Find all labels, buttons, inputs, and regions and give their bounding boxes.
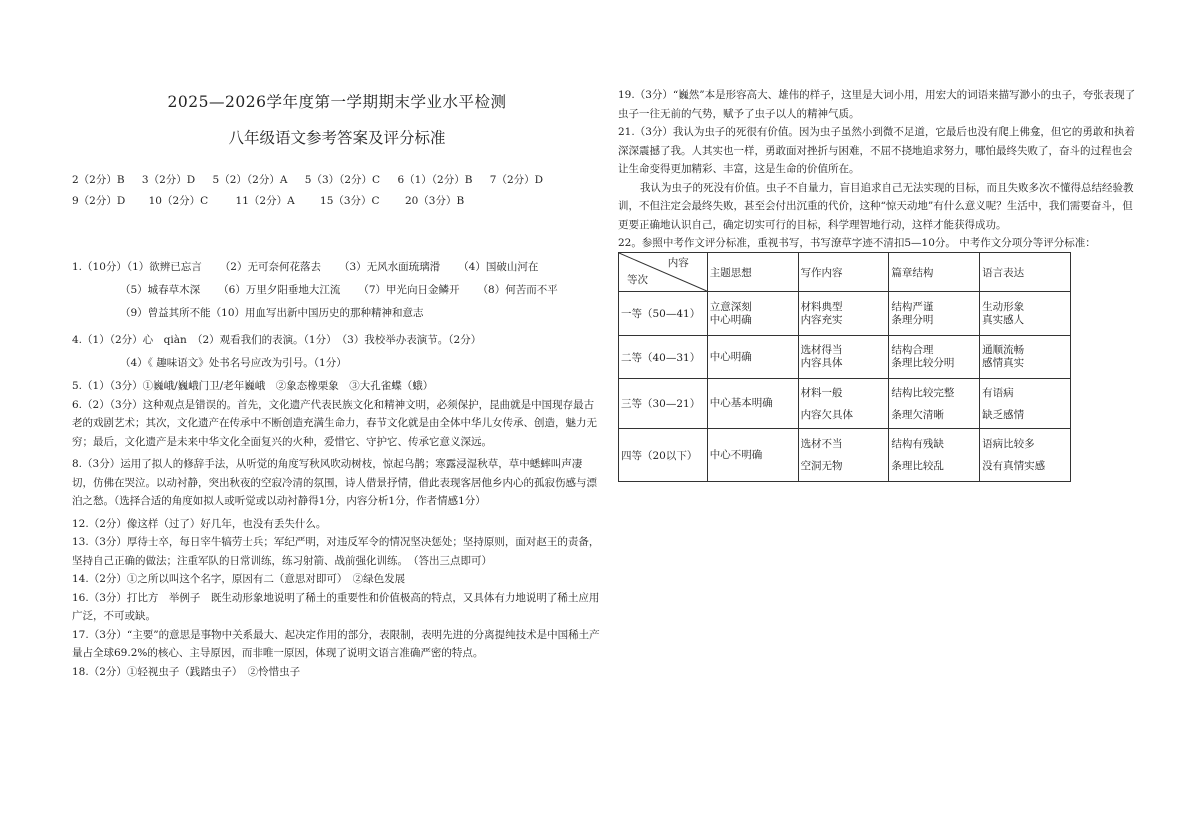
- mc-answer: 20（3分）B: [404, 195, 465, 207]
- q14-answer: 14.（2分）①之所以叫这个名字，原因有二（意思对即可） ②绿色发展: [72, 573, 406, 585]
- q17-answer: 17.（3分）“主要”的意思是事物中关系最大、起决定作用的部分，表限制，表明先进的分离提纯技术是中国稀土产量占全球69.2%的核心、主导原因，而非唯一原因，体现了说明文语言准确严密的特点。: [72, 628, 600, 659]
- mc-answer: 10（2分）C: [148, 195, 209, 207]
- table-level-cell: 四等（20以下）: [619, 429, 708, 482]
- q4-answer-line-1: 4.（1）（2分）心 qiàn （2）观看我们的表演。（1分） （3）我校举办表演节。（2分）: [72, 334, 482, 346]
- q1-item: （6）万里夕阳垂地大江流: [218, 284, 341, 296]
- right-column: [618, 86, 1138, 253]
- q12-answer: 12.（2分）像这样（过了）好几年，也没有丢失什么。: [72, 517, 327, 530]
- q1-answer-line-3: （9）曾益其所不能（10）用血写出新中国历史的那种精神和意志: [120, 307, 424, 319]
- table-header-cell: 写作内容: [798, 253, 889, 292]
- table-cell: 结构合理 条理比较分明: [889, 336, 980, 379]
- table-row: [619, 379, 1071, 429]
- mc-answer: 11（2分）A: [235, 195, 295, 207]
- table-level-cell: 二等（40—31）: [619, 336, 708, 379]
- table-cell: 结构比较完整 条理欠清晰: [889, 379, 980, 429]
- q1-item: （2）无可奈何花落去: [219, 261, 321, 273]
- corner-label-content: 内容: [667, 257, 689, 269]
- table-cell: 材料典型 内容充实: [798, 292, 889, 336]
- q1-item: 1.（10分）（1）欲辨已忘言: [72, 261, 202, 273]
- table-cell: 通顺流畅 感情真实: [980, 336, 1071, 379]
- table-cell: 语病比较多 没有真情实感: [980, 429, 1071, 482]
- table-level-cell: 三等（30—21）: [619, 379, 708, 429]
- q1-item: （8）何苦而不平: [477, 284, 558, 296]
- mc-answer: 15（3分）C: [320, 195, 380, 207]
- mc-answer: 2（2分）B: [72, 174, 125, 186]
- q4-answer-line-2: （4）《 趣味语文》处书名号应改为引号。（1分）: [120, 357, 347, 369]
- q13-answer: 13.（3分）厚待士卒，每日宰牛犒劳士兵；军纪严明，对违反军令的情况坚决惩处；坚持原则，面对赵王的责备，坚持自己正确的做法；注重军队的日常训练，练习射箭、战前强化训练。 （答出三点即可）: [72, 536, 600, 567]
- page-title: 2025—2026学年度第一学期期末学业水平检测: [167, 93, 507, 111]
- table-header-cell: 主题思想: [707, 253, 798, 292]
- table-cell: 有语病 缺乏感情: [980, 379, 1071, 429]
- table-row: [619, 429, 1071, 482]
- corner-label-level: 等次: [627, 274, 648, 286]
- q1-item: （3）无风水面琉璃滑: [339, 261, 441, 273]
- table-cell: 材料一般 内容欠具体: [798, 379, 889, 429]
- table-header-row: [619, 253, 1071, 292]
- table-cell: 选材不当 空洞无物: [798, 429, 889, 482]
- mc-answer: 5（3）（2分）C: [304, 174, 381, 186]
- q16-answer: 16.（3分）打比方 举例子 既生动形象地说明了稀土的重要性和价值极高的特点，又具体有力地说明了稀土应用广泛，不可或缺。: [72, 591, 600, 622]
- q6-answer: 6.（2）（3分）这种观点是错误的。首先，文化遗产代表民族文化和精神文明，必须保护，昆曲就是中国现存最古老的戏剧艺术；其次，文化遗产在传承中不断创造充满生命力，春节文化就是由全体中华儿女传承、创造，魅力无穷；最后，文化遗产是未来中华文化全面复兴的火种，爱惜它、守护它、传承它意义深远。: [72, 398, 597, 448]
- table-cell: 生动形象 真实感人: [980, 292, 1071, 336]
- table-cell: 中心不明确: [707, 429, 798, 482]
- q1-item: （4）国破山河在: [458, 261, 539, 273]
- table-cell: 结构有残缺 条理比较乱: [889, 429, 980, 482]
- table-cell: 结构严谨 条理分明: [889, 292, 980, 336]
- table-cell: 立意深刻 中心明确: [707, 292, 798, 336]
- table-header-cell: 语言表达: [980, 253, 1071, 292]
- page-subtitle: 八年级语文参考答案及评分标准: [228, 129, 446, 147]
- table-cell: 选材得当 内容具体: [798, 336, 889, 379]
- q18-answer: 18.（2分）①轻视虫子（践踏虫子） ②怜惜虫子: [72, 665, 301, 678]
- mc-answer: 9（2分）D: [72, 195, 126, 207]
- q1-answer-line-2: [72, 279, 602, 302]
- table-cell: 中心明确: [707, 336, 798, 379]
- table-cell: 中心基本明确: [707, 379, 798, 429]
- q22-answer: 22。参照中考作文评分标准，重视书写，书写潦草字迹不清扣5—10分。 中考作文分项分等评分标准：: [618, 237, 1096, 249]
- q21-answer-paragraph-2: 我认为虫子的死没有价值。虫子不自量力，盲目追求自己无法实现的目标，而且失败多次不懂得总结经验教训，不但注定会最终失败，甚至会付出沉重的代价，这种“惊天动地”有什么意义呢？生活中，我们需要奋斗，但更要正确地认识自己，确定切实可行的目标，科学理智地行动，这样才能获得成功。: [618, 181, 1134, 231]
- table-level-cell: 一等（50—41）: [619, 292, 708, 336]
- q19-answer: 19.（3分）“巍然”本是形容高大、雄伟的样子，这里是大词小用，用宏大的词语来描写渺小的虫子，夸张表现了虫子一往无前的气势，赋予了虫子以人的精神气质。: [618, 89, 1136, 120]
- q1-item: （5）城春草木深: [120, 284, 201, 296]
- q8-answer: 8.（3分）运用了拟人的修辞手法，从听觉的角度写秋风吹动树枝，惊起乌鹊；寒露浸湿秋草，草中蟋蟀叫声凄切，仿佛在哭泣。以动衬静，突出秋夜的空寂冷清的氛围，诗人借景抒情，借此表现客居他乡内心的孤寂伤感与漂泊之愁。（选择合适的角度如拟人或听觉或以动衬静得1分，内容分析1分，作者情感1分）: [72, 458, 597, 507]
- essay-grading-table: [618, 252, 1071, 482]
- mc-answer: 7（2分）D: [489, 174, 544, 186]
- mc-answer: 6（1）（2分）B: [397, 174, 473, 186]
- mc-answers-row-2: [72, 191, 602, 212]
- q1-item: （7）甲光向日金鳞开: [358, 284, 460, 296]
- table-corner-cell: [619, 253, 708, 292]
- q21-answer-paragraph-1: 21.（3分）我认为虫子的死很有价值。因为虫子虽然小到微不足道，它最后也没有爬上佛龛，但它的勇敢和执着深深震撼了我。人其实也一样，勇敢面对挫折与困难，不屈不挠地追求努力，哪怕最终失败了，奋斗的过程也会让生命变得更加精彩、丰富，这是生命的价值所在。: [618, 126, 1135, 175]
- q5-answer: 5.（1）（3分）①巍峨/巍峨门卫/老年巍峨 ②象态橡栗象 ③大孔雀蝶（蛾）: [72, 380, 434, 392]
- mc-answers-row-1: [72, 170, 602, 191]
- table-row: [619, 292, 1071, 336]
- table-row: [619, 336, 1071, 379]
- left-column: [72, 90, 602, 681]
- mc-answer: 3（2分）D: [141, 174, 196, 186]
- table-header-cell: 篇章结构: [889, 253, 980, 292]
- mc-answer: 5（2）（2分）A: [212, 174, 288, 186]
- q1-answer-line-1: [72, 256, 602, 279]
